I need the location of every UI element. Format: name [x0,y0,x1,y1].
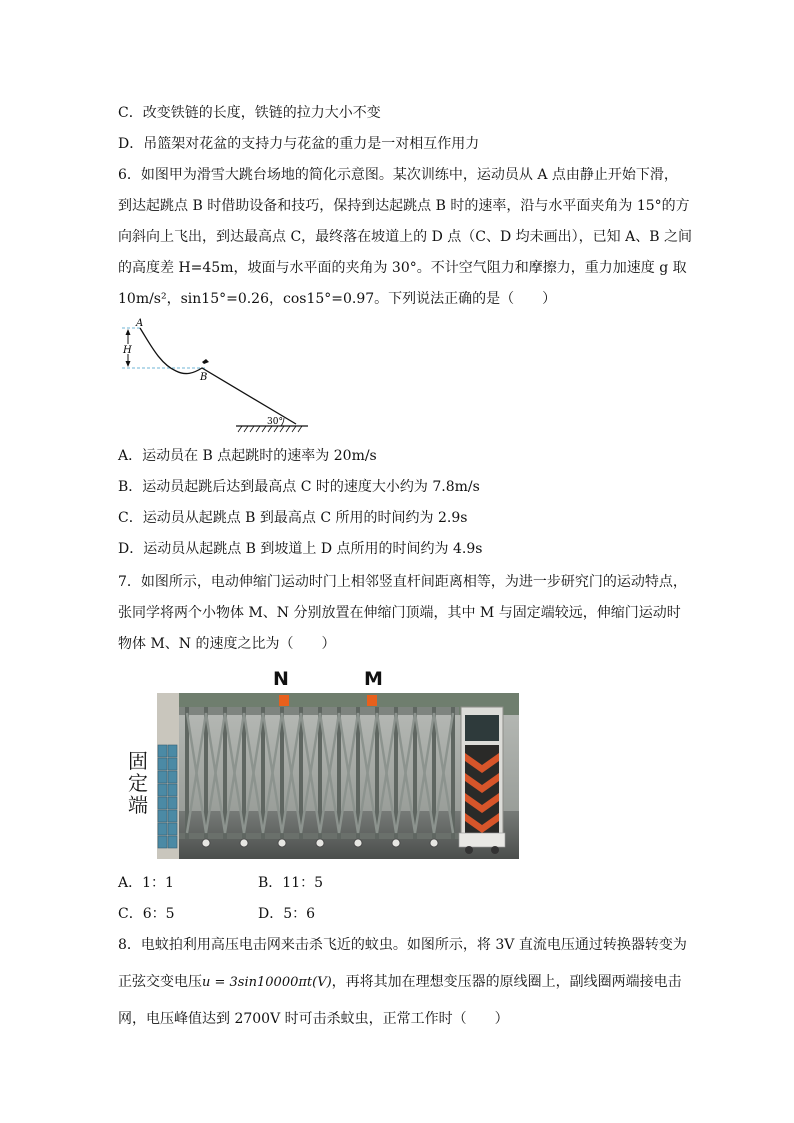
ski-jump-diagram [118,316,308,438]
q7-option-d: D．5：6 [258,906,316,922]
q5-option-c: C．改变铁链的长度，铁链的拉力大小不变 [118,105,381,121]
fixed-end-label: 固 定 端 [128,749,148,817]
q6-option-a: A．运动员在 B 点起跳时的速率为 20m/s [118,448,377,464]
retractable-gate-photo [157,693,519,859]
q7-stem-line1: 7．如图所示，电动伸缩门运动时门上相邻竖直杆间距离相等，为进一步研究门的运动特点， [118,574,687,590]
q8-stem-line2-end: ，再将其加在理想变压器的原线圈上，副线圈两端接电击 [331,974,682,990]
q6-stem-line1: 6．如图甲为滑雪大跳台场地的简化示意图。某次训练中，运动员从 A 点由静止开始下滑， [118,167,678,183]
label-h: H [123,345,132,356]
q5-option-d: D．吊篮架对花盆的支持力与花盆的重力是一对相互作用力 [118,136,480,152]
voltage-formula: u = 3sin10000πt(V) [202,975,332,990]
q8-stem-line1: 8．电蚊拍利用高压电击网来击杀飞近的蚊虫。如图所示，将 3V 直流电压通过转换器转变为 [118,937,687,953]
q6-option-c: C．运动员从起跳点 B 到最高点 C 所用的时间约为 2.9s [118,510,468,526]
q7-option-b: B．11：5 [258,875,324,891]
q6-stem-line3: 向斜向上飞出，到达最高点 C，最终落在坡道上的 D 点（C、D 均未画出），已知 A、B 之间 [118,229,692,245]
q7-option-a: A．1：1 [118,875,174,891]
q6-stem-line2: 到达起跳点 B 时借助设备和技巧，保持到达起跳点 B 时的速率，沿与水平面夹角为 15°的方 [118,198,690,214]
label-a: A [136,318,144,329]
label-b: B [200,372,208,383]
q8-stem-line3: 网，电压峰值达到 2700V 时可击杀蚊虫，正常工作时（ ） [118,1011,509,1027]
q6-stem-line4: 的高度差 H=45m，坡面与水平面的夹角为 30°。不计空气阻力和摩擦力，重力加速度 g 取 [118,260,687,276]
label-n: N [273,668,289,690]
q7-stem-line2: 张同学将两个小物体 M、N 分别放置在伸缩门顶端，其中 M 与固定端较远，伸缩门运动时 [118,605,681,621]
q6-option-d: D．运动员从起跳点 B 到坡道上 D 点所用的时间约为 4.9s [118,541,483,557]
q8-stem-line2-start: 正弦交变电压 [118,974,202,990]
q6-stem-line5: 10m/s²，sin15°=0.26，cos15°=0.97。下列说法正确的是（ ） [118,291,557,307]
q8-stem-line2 [118,972,682,993]
label-m: M [364,668,383,690]
q7-option-c: C．6：5 [118,906,175,922]
q7-stem-line3: 物体 M、N 的速度之比为（ ） [118,636,336,652]
label-angle: 30° [267,417,283,427]
q6-option-b: B．运动员起跳后达到最高点 C 时的速度大小约为 7.8m/s [118,479,480,495]
